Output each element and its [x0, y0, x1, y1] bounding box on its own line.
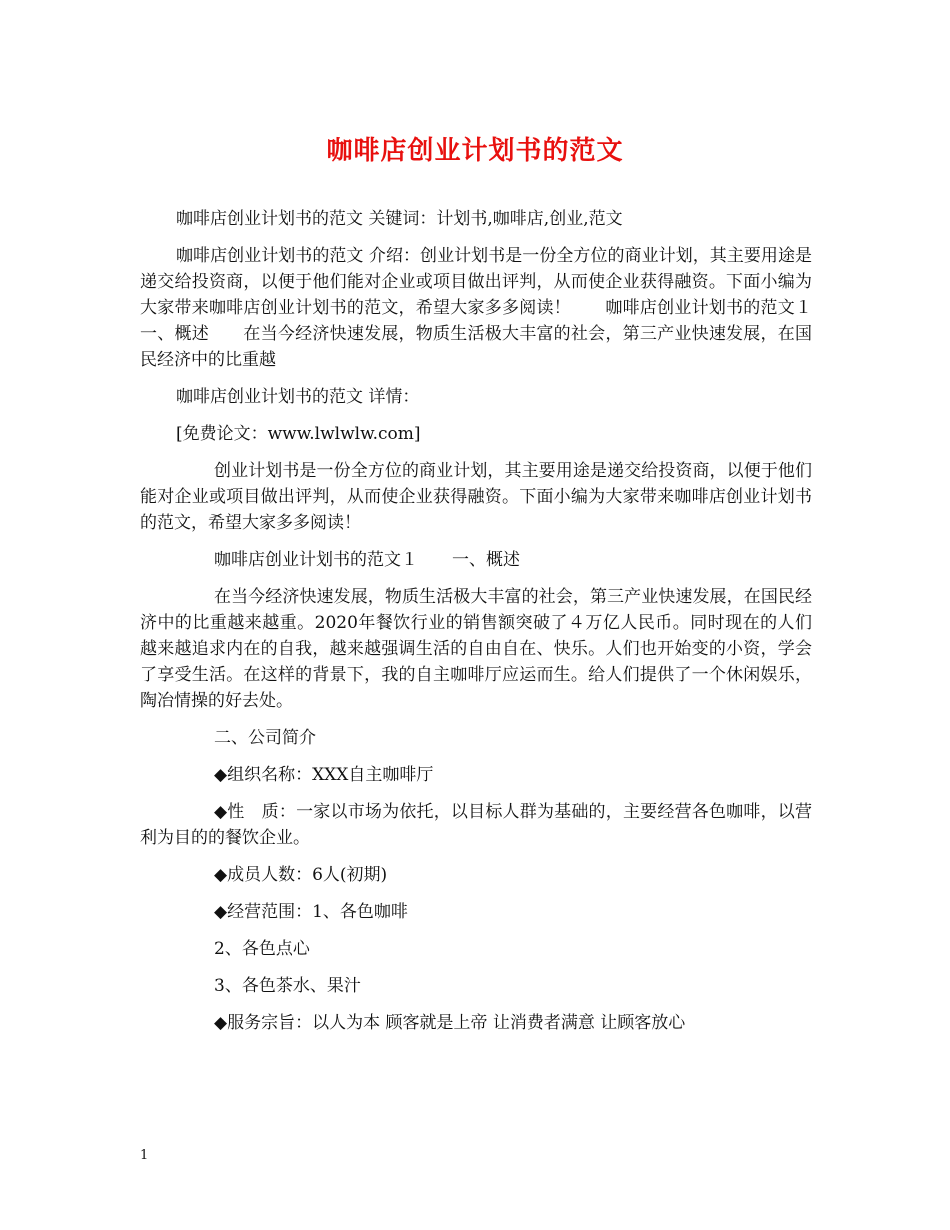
body-paragraph: 创业计划书是一份全方位的商业计划，其主要用途是递交给投资商，以便于他们能对企业或项目做出评判，从而使企业获得融资。下面小编为大家带来咖啡店创业计划书的范文，希望大家多多阅读！ — [140, 461, 812, 533]
summary-paragraph: 咖啡店创业计划书的范文 介绍：创业计划书是一份全方位的商业计划，其主要用途是递交给投资商，以便于他们能对企业或项目做出评判，从而使企业获得融资。下面小编为大家带来咖啡店创业计划书的范文，希望大家多多阅读！ 咖啡店创业计划书的范文１ 一、概述 在当今经济快速发展，物质生活极大丰富的社会，第三产业快速发展，在国民经济中的比重越 — [140, 246, 846, 370]
document-title: 咖啡店创业计划书的范文 — [326, 136, 624, 166]
list-item: ◆性 质：一家以市场为依托，以目标人群为基础的，主要经营各色咖啡，以营利为目的的餐饮企业。 — [140, 802, 812, 848]
source-link[interactable]: [免费论文：www.lwlwlw.com] — [176, 424, 421, 444]
list-item: ◆经营范围：1、各色咖啡 — [214, 902, 408, 922]
page-number: 1 — [140, 1148, 149, 1163]
details-line: 咖啡店创业计划书的范文 详情： — [176, 387, 420, 407]
body-paragraph: 在当今经济快速发展，物质生活极大丰富的社会，第三产业快速发展，在国民经济中的比重越来越重。2020年餐饮行业的销售额突破了４万亿人民币。同时现在的人们越来越追求内在的自我，越来越强调生活的自由自在、快乐。人们也开始变的小资，学会了享受生活。在这样的背景下，我的自主咖啡厅应运而生。给人们提供了一个休闲娱乐，陶冶情操的好去处。 — [140, 587, 812, 711]
list-item: ◆成员人数：6人(初期) — [214, 865, 388, 885]
document-body — [140, 206, 846, 1036]
list-item: 3、各色茶水、果汁 — [214, 976, 361, 996]
section-heading: 二、公司简介 — [214, 728, 316, 748]
list-item: ◆服务宗旨：以人为本 顾客就是上帝 让消费者满意 让顾客放心 — [214, 1013, 686, 1033]
keywords-line: 咖啡店创业计划书的范文 关键词：计划书,咖啡店,创业,范文 — [176, 209, 623, 229]
list-item: ◆组织名称：XXX自主咖啡厅 — [214, 765, 434, 785]
list-item: 2、各色点心 — [214, 939, 310, 959]
section-heading: 咖啡店创业计划书的范文１ 一、概述 — [214, 550, 520, 570]
